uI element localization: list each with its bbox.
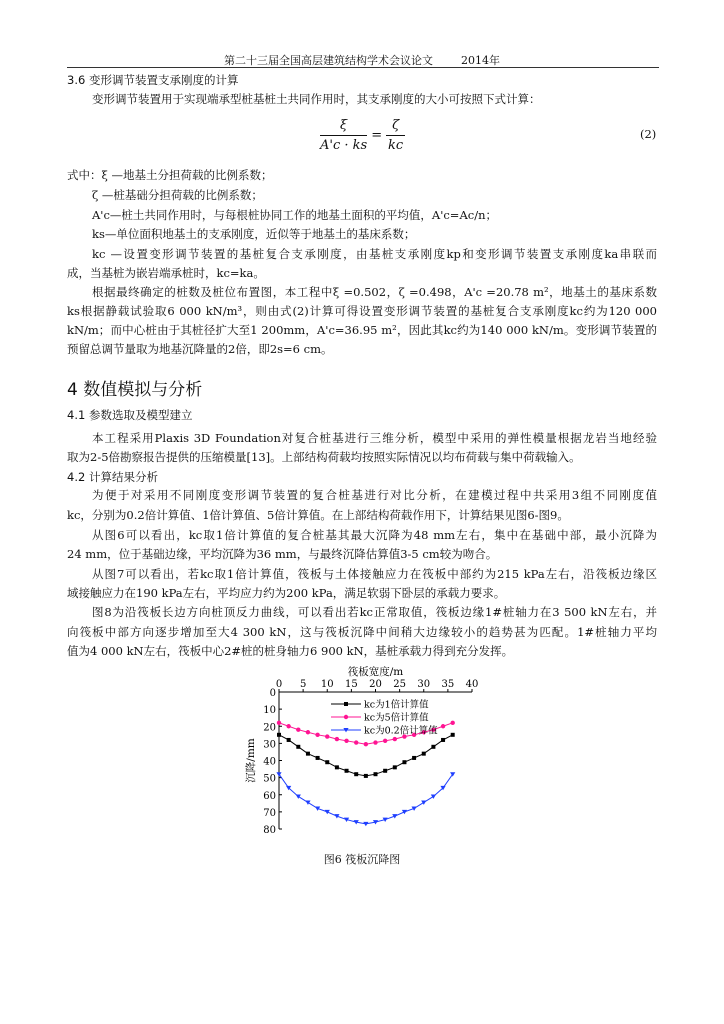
paragraph-line: 向筏板中部方向逐步增加至大4 300 kN，这与筏板沉降中间稍大边缘较小的趋势甚为匹配。1#桩轴力平均 — [67, 625, 657, 639]
data-point — [306, 730, 310, 734]
data-point — [422, 752, 426, 756]
data-point — [325, 760, 329, 764]
paragraph-line: 24 mm，位于基础边缘，平均沉降为36 mm，与最终沉降估算值3-5 cm较为吻合。 — [67, 547, 498, 561]
data-point — [363, 822, 368, 826]
figure-caption: 图6 筏板沉降图 — [323, 853, 401, 866]
data-point — [451, 733, 455, 737]
data-point — [354, 772, 358, 776]
paragraph-line: ζ —桩基础分担荷载的比例系数； — [92, 188, 263, 202]
paragraph-line: 值为4 000 kN左右，筏板中心2#桩的桩身轴力6 900 kN，基桩承载力得到充分发挥。 — [67, 644, 514, 658]
data-point — [286, 724, 290, 728]
data-point — [277, 721, 281, 725]
data-point — [335, 737, 339, 741]
paragraph-line: ks根据静载试验取6 000 kN/m³，则由式(2)计算可得设置变形调节装置的基桩复合支承刚度kc约为120 000 — [67, 304, 657, 318]
paragraph-line: 取为2-5倍勘察报告提供的压缩模量[13]。上部结构荷载均按照实际情况以均布荷载与集中荷载输入。 — [67, 450, 581, 464]
legend-label: kc为5倍计算值 — [364, 712, 429, 724]
y-tick-label: 50 — [263, 773, 276, 785]
data-point — [345, 769, 349, 773]
data-point — [364, 742, 368, 746]
data-point — [412, 756, 416, 760]
series-line — [279, 735, 453, 776]
x-tick-label: 25 — [393, 679, 406, 690]
y-tick-label: 80 — [263, 825, 276, 836]
y-tick-label: 40 — [263, 756, 276, 768]
data-point — [325, 734, 329, 738]
data-point — [287, 738, 291, 742]
paragraph-line: A'c—桩土共同作用时，与每根桩协同工作的地基土面积的平均值，A'c=Ac/n； — [92, 208, 497, 222]
section-3-6-heading: 3.6 变形调节装置支承刚度的计算 — [67, 73, 239, 87]
data-point — [364, 774, 368, 778]
x-tick-label: 40 — [465, 679, 479, 690]
data-point — [335, 765, 339, 769]
data-point — [441, 724, 445, 728]
y-axis-label: 沉降/mm — [245, 738, 257, 783]
equals: = — [371, 128, 383, 143]
data-point — [374, 772, 378, 776]
section-4-1-heading: 4.1 参数选取及模型建立 — [67, 408, 193, 422]
lhs-denominator: A'c · ks — [320, 138, 368, 153]
data-point — [296, 727, 300, 731]
data-point — [451, 721, 455, 725]
legend-label: kc为1倍计算值 — [364, 699, 429, 711]
section-4-2-heading: 4.2 计算结果分析 — [67, 470, 158, 484]
equation-number: (2) — [640, 127, 657, 141]
paragraph-line: 根据最终确定的桩数及桩位布置图，本工程中ξ =0.502，ζ =0.498，A'c =20.78 m²，地基土的基床系数 — [92, 285, 657, 299]
paragraph-line: kc —设置变形调节装置的基桩复合支承刚度，由基桩支承刚度kp和变形调节装置支承刚度ka串联而 — [92, 247, 657, 261]
data-point — [325, 810, 330, 814]
y-tick-label: 30 — [263, 739, 276, 751]
paragraph-line: 为便于对采用不同刚度变形调节装置的复合桩基进行对比分析，在建模过程中共采用3组不同刚度值 — [92, 488, 657, 502]
data-point — [421, 800, 426, 804]
paragraph-line: ks—单位面积地基土的支承刚度，近似等于地基土的基床系数； — [92, 227, 416, 241]
legend-label: kc为0.2倍计算值 — [364, 725, 438, 737]
data-point — [383, 769, 387, 773]
data-point — [431, 745, 435, 749]
header-title: 第二十三届全国高层建筑结构学术会议论文 — [224, 54, 433, 67]
data-point — [402, 760, 406, 764]
settlement-chart — [240, 665, 490, 845]
paragraph-line: kc，分别为0.2倍计算值、1倍计算值、5倍计算值。在上部结构荷载作用下，计算结果见图6-图9。 — [67, 508, 569, 522]
section-4-heading: 4 数值模拟与分析 — [67, 380, 203, 400]
paragraph-line: 从图7可以看出，若kc取1倍计算值，筏板与土体接触应力在筏板中部约为215 kPa左右，沿筏板边缘区 — [92, 567, 657, 581]
x-tick-label: 35 — [441, 679, 455, 690]
paragraph-line: 预留总调节量取为地基沉降量的2倍，即2s=6 cm。 — [67, 342, 333, 356]
paragraph-line: 从图6可以看出，kc取1倍计算值的复合桩基其最大沉降为48 mm左右，集中在基础中部，最小沉降为 — [92, 528, 657, 542]
rhs-numerator: ζ — [386, 118, 405, 136]
data-point — [354, 740, 358, 744]
series-line — [279, 774, 453, 824]
y-tick-label: 70 — [263, 807, 276, 819]
data-point — [373, 740, 377, 744]
data-point — [383, 739, 387, 743]
equation-2 — [320, 118, 405, 153]
y-tick-label: 10 — [263, 705, 276, 717]
data-point — [441, 738, 445, 742]
data-point — [393, 737, 397, 741]
y-tick-label: 0 — [269, 688, 276, 699]
x-tick-label: 15 — [345, 679, 358, 690]
rhs-denominator: kc — [388, 138, 404, 153]
paragraph-line: 图8为沿筏板长边方向桩顶反力曲线，可以看出若kc正常取值，筏板边缘1#桩轴力在3 500 kN左右，并 — [92, 605, 657, 619]
x-axis-label: 筏板宽度/m — [347, 666, 404, 678]
data-point — [316, 756, 320, 760]
data-point — [306, 752, 310, 756]
data-point — [393, 765, 397, 769]
paragraph-line: kN/m；而中心桩由于其桩径扩大至1 200mm，A'c=36.95 m²，因此其kc约为140 000 kN/m。变形调节装置的 — [67, 323, 657, 337]
paragraph-line: 变形调节装置用于实现端承型桩基桩土共同作用时，其支承刚度的大小可按照下式计算： — [92, 92, 541, 106]
x-tick-label: 10 — [320, 679, 334, 690]
data-point — [402, 810, 407, 814]
lhs-numerator: ξ — [320, 118, 367, 136]
x-tick-label: 5 — [299, 679, 307, 690]
legend-marker — [344, 715, 348, 719]
data-point — [277, 733, 281, 737]
header-rule — [67, 67, 659, 68]
x-tick-label: 30 — [417, 679, 431, 690]
y-tick-label: 60 — [263, 790, 276, 802]
x-tick-label: 0 — [275, 679, 283, 690]
data-point — [315, 733, 319, 737]
data-point — [296, 794, 301, 798]
data-point — [344, 739, 348, 743]
data-point — [305, 800, 310, 804]
paragraph-line: 式中：ξ —地基土分担荷载的比例系数； — [67, 168, 273, 182]
data-point — [431, 794, 436, 798]
legend-marker — [344, 702, 348, 706]
header-year: 2014年 — [461, 54, 500, 67]
paragraph-line: 本工程采用Plaxis 3D Foundation对复合桩基进行三维分析，模型中采用的弹性模量根据龙岩当地经验 — [92, 431, 657, 445]
y-tick-label: 20 — [263, 722, 276, 734]
paragraph-line: 域接触应力在190 kPa左右，平均应力约为200 kPa，满足软弱下卧层的承载力要求。 — [67, 586, 506, 600]
running-header — [0, 52, 724, 68]
paragraph-line: 成，当基桩为嵌岩端承桩时，kc=ka。 — [67, 266, 265, 280]
data-point — [296, 745, 300, 749]
x-tick-label: 20 — [369, 679, 382, 690]
